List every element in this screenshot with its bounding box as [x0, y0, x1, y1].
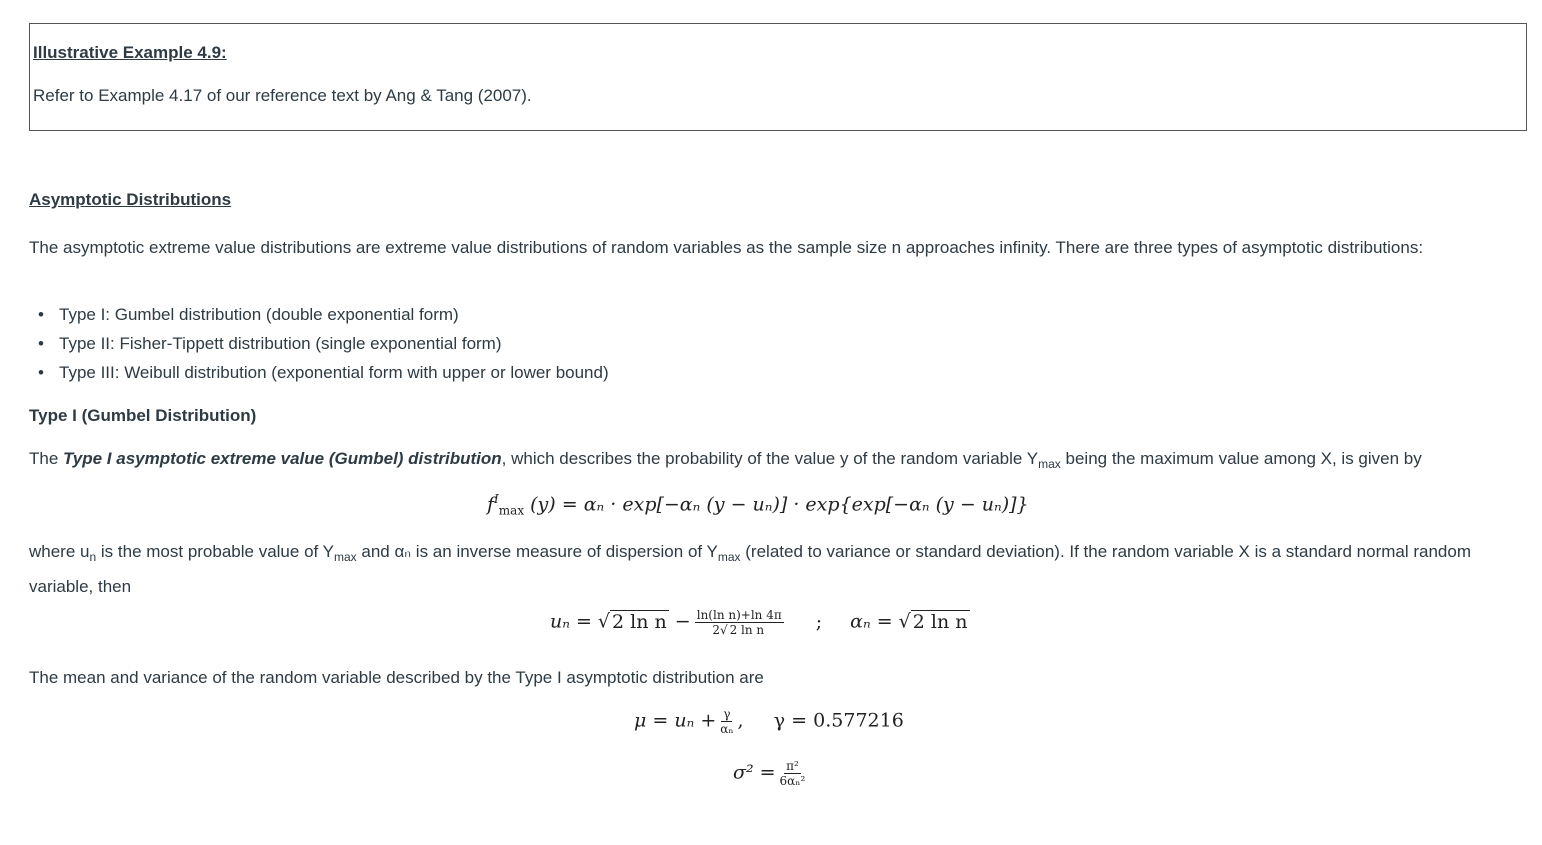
- math: I: [494, 492, 499, 506]
- type-list: [29, 305, 609, 392]
- text: where u: [29, 542, 90, 561]
- math: γ: [723, 707, 731, 721]
- math: −: [668, 610, 691, 633]
- emphasis: Type I asymptotic extreme value (Gumbel) distribution: [63, 449, 502, 468]
- math: 2 ln n: [729, 623, 765, 637]
- text: , which describes the probability of the value y of the random variable Y: [501, 449, 1039, 468]
- math: , γ = 0.577216: [737, 709, 904, 732]
- mean-equation: [634, 707, 904, 736]
- math: αₙ: [720, 722, 734, 736]
- type1-paragraph: [29, 449, 1422, 471]
- text: and αₙ is an inverse measure of dispersion of Y: [356, 542, 718, 561]
- fraction: [695, 608, 784, 637]
- math: 2√: [712, 623, 728, 637]
- math: αₙ = √: [850, 610, 911, 633]
- example-text: Refer to Example 4.17 of our reference text by Ang & Tang (2007).: [33, 86, 532, 105]
- math: μ = uₙ +: [634, 709, 717, 732]
- fraction: [720, 707, 733, 736]
- list-item: • Type I: Gumbel distribution (double exponential form): [29, 305, 609, 334]
- math: ln(ln n)+ln 4π: [696, 608, 782, 622]
- intro-paragraph: The asymptotic extreme value distributions are extreme value distributions of random variables as the sample size n approaches infinity. There are three types of asymptotic distributions:: [29, 238, 1424, 257]
- where-paragraph: [29, 537, 1504, 601]
- fraction: [780, 759, 806, 788]
- math: π²: [786, 759, 799, 773]
- math: max: [498, 503, 525, 518]
- math: (y) = αₙ · exp[−αₙ (y − uₙ)] · exp{exp[−αₙ (y − uₙ)]}: [524, 493, 1029, 516]
- text: being the maximum value among X, is given by: [1060, 449, 1422, 468]
- text: is the most probable value of Y: [96, 542, 334, 561]
- list-item: • Type III: Weibull distribution (exponential form with upper or lower bound): [29, 363, 609, 392]
- gumbel-pdf-equation: [487, 492, 1029, 517]
- text: (related to variance or standard deviation). If the random variable X is a standard normal random variable, then: [29, 542, 1471, 596]
- math: 6αₙ²: [779, 774, 806, 788]
- math: f: [487, 493, 495, 516]
- variance-equation: [733, 759, 809, 788]
- math: 2 ln n: [612, 610, 667, 633]
- type1-heading: Type I (Gumbel Distribution): [29, 406, 257, 425]
- list-item: • Type II: Fisher-Tippett distribution (single exponential form): [29, 334, 609, 363]
- mean-variance-paragraph: The mean and variance of the random variable described by the Type I asymptotic distribution are: [29, 668, 764, 687]
- subscript: n: [89, 550, 97, 564]
- math: uₙ = √: [550, 610, 611, 633]
- subscript: max: [334, 550, 357, 564]
- math: ;: [815, 610, 823, 633]
- subscript: max: [1038, 457, 1061, 471]
- text: The: [29, 449, 64, 468]
- subscript: max: [717, 550, 741, 564]
- un-alphan-equation: [550, 608, 970, 637]
- example-box: [29, 23, 1527, 131]
- math: 2 ln n: [912, 610, 968, 633]
- section-heading: Asymptotic Distributions: [29, 190, 232, 209]
- math: σ² =: [733, 761, 776, 784]
- example-heading: Illustrative Example 4.9:: [33, 43, 227, 62]
